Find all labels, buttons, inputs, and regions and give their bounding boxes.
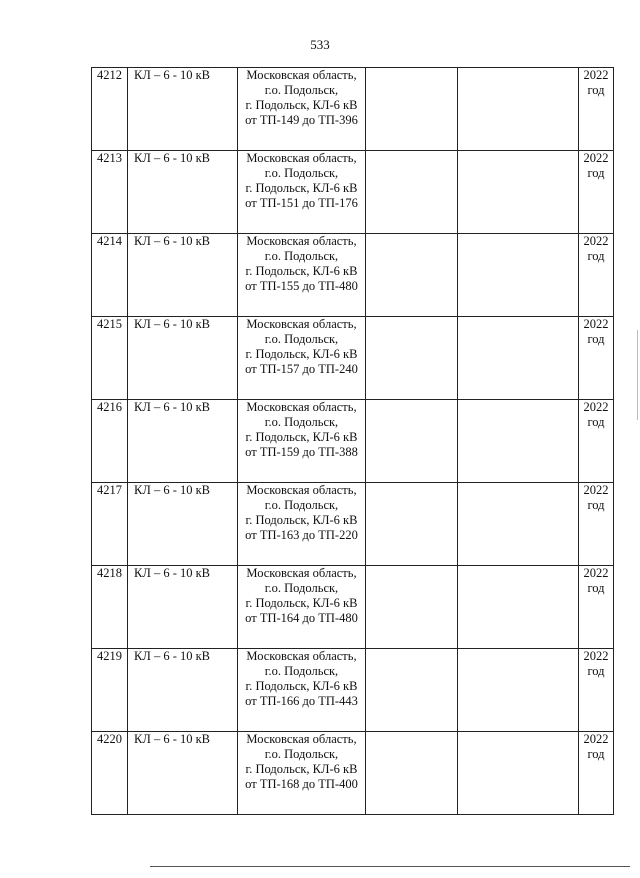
- address-cell: [238, 151, 366, 234]
- page-number: 533: [310, 37, 330, 52]
- empty-cell-5: [458, 234, 579, 317]
- empty-cell-5: [458, 400, 579, 483]
- address-line: Московская область,: [246, 732, 357, 746]
- row-number: 4215: [97, 317, 122, 331]
- empty-cell-4: [366, 234, 458, 317]
- table-row: [92, 400, 614, 483]
- line-type: КЛ – 6 - 10 кВ: [134, 400, 211, 414]
- year-unit: год: [587, 498, 605, 512]
- year-cell: [579, 151, 614, 234]
- year-unit: год: [587, 166, 605, 180]
- address-line: Московская область,: [246, 566, 357, 580]
- empty-cell-5: [458, 566, 579, 649]
- year-value: 2022: [583, 234, 609, 248]
- row-number-cell: [92, 400, 128, 483]
- registry-table: [91, 67, 614, 815]
- address-line: от ТП-168 до ТП-400: [245, 777, 358, 791]
- line-type: КЛ – 6 - 10 кВ: [134, 566, 211, 580]
- address-line: г.о. Подольск,: [264, 83, 339, 97]
- row-number-cell: [92, 566, 128, 649]
- row-number-cell: [92, 649, 128, 732]
- year-unit: год: [587, 332, 605, 346]
- year-unit: год: [587, 581, 605, 595]
- empty-cell-4: [366, 483, 458, 566]
- address-line: от ТП-164 до ТП-480: [245, 611, 358, 625]
- table-body: [92, 68, 614, 815]
- empty-cell-4: [366, 400, 458, 483]
- row-number-cell: [92, 234, 128, 317]
- address-line: Московская область,: [246, 234, 357, 248]
- empty-cell-5: [458, 649, 579, 732]
- empty-cell-4: [366, 317, 458, 400]
- page-edge-shadow: [637, 330, 638, 420]
- empty-cell-4: [366, 151, 458, 234]
- address-line: г. Подольск, КЛ-6 кВ: [245, 264, 358, 278]
- year-value: 2022: [583, 566, 609, 580]
- address-line: от ТП-166 до ТП-443: [245, 694, 358, 708]
- address-line: г. Подольск, КЛ-6 кВ: [245, 181, 358, 195]
- year-value: 2022: [583, 400, 609, 414]
- line-type-cell: [128, 151, 238, 234]
- row-number: 4219: [97, 649, 122, 663]
- address-line: от ТП-159 до ТП-388: [245, 445, 358, 459]
- address-cell: [238, 234, 366, 317]
- address-line: Московская область,: [246, 649, 357, 663]
- line-type-cell: [128, 566, 238, 649]
- address-line: от ТП-163 до ТП-220: [245, 528, 358, 542]
- address-cell: [238, 566, 366, 649]
- empty-cell-5: [458, 68, 579, 151]
- address-cell: [238, 317, 366, 400]
- year-value: 2022: [583, 649, 609, 663]
- address-line: Московская область,: [246, 483, 357, 497]
- year-cell: [579, 68, 614, 151]
- address-line: г.о. Подольск,: [264, 498, 339, 512]
- row-number-cell: [92, 317, 128, 400]
- address-cell: [238, 732, 366, 815]
- address-line: от ТП-151 до ТП-176: [245, 196, 358, 210]
- line-type: КЛ – 6 - 10 кВ: [134, 732, 211, 746]
- line-type-cell: [128, 400, 238, 483]
- empty-cell-4: [366, 649, 458, 732]
- row-number-cell: [92, 732, 128, 815]
- row-number: 4216: [97, 400, 122, 414]
- row-number: 4220: [97, 732, 122, 746]
- address-line: Московская область,: [246, 68, 357, 82]
- line-type-cell: [128, 649, 238, 732]
- empty-cell-5: [458, 317, 579, 400]
- table-row: [92, 234, 614, 317]
- row-number: 4212: [97, 68, 122, 82]
- table-row: [92, 483, 614, 566]
- year-unit: год: [587, 415, 605, 429]
- year-cell: [579, 649, 614, 732]
- address-line: г. Подольск, КЛ-6 кВ: [245, 98, 358, 112]
- year-cell: [579, 400, 614, 483]
- line-type-cell: [128, 317, 238, 400]
- line-type: КЛ – 6 - 10 кВ: [134, 483, 211, 497]
- address-line: от ТП-149 до ТП-396: [245, 113, 358, 127]
- address-line: Московская область,: [246, 400, 357, 414]
- address-line: г.о. Подольск,: [264, 415, 339, 429]
- address-line: г. Подольск, КЛ-6 кВ: [245, 596, 358, 610]
- line-type: КЛ – 6 - 10 кВ: [134, 317, 211, 331]
- address-cell: [238, 68, 366, 151]
- row-number-cell: [92, 68, 128, 151]
- table-row: [92, 151, 614, 234]
- address-line: г.о. Подольск,: [264, 747, 339, 761]
- empty-cell-4: [366, 566, 458, 649]
- row-number: 4214: [97, 234, 122, 248]
- year-unit: год: [587, 664, 605, 678]
- bottom-rule: [150, 866, 630, 867]
- address-line: г. Подольск, КЛ-6 кВ: [245, 430, 358, 444]
- year-value: 2022: [583, 317, 609, 331]
- row-number-cell: [92, 483, 128, 566]
- line-type-cell: [128, 68, 238, 151]
- address-line: от ТП-157 до ТП-240: [245, 362, 358, 376]
- address-line: г.о. Подольск,: [264, 332, 339, 346]
- year-cell: [579, 732, 614, 815]
- address-line: г. Подольск, КЛ-6 кВ: [245, 513, 358, 527]
- line-type: КЛ – 6 - 10 кВ: [134, 68, 211, 82]
- row-number: 4213: [97, 151, 122, 165]
- table-row: [92, 68, 614, 151]
- address-line: г. Подольск, КЛ-6 кВ: [245, 347, 358, 361]
- row-number: 4217: [97, 483, 122, 497]
- year-value: 2022: [583, 732, 609, 746]
- address-line: г.о. Подольск,: [264, 664, 339, 678]
- year-cell: [579, 483, 614, 566]
- year-value: 2022: [583, 151, 609, 165]
- year-unit: год: [587, 83, 605, 97]
- address-line: г. Подольск, КЛ-6 кВ: [245, 762, 358, 776]
- empty-cell-5: [458, 483, 579, 566]
- empty-cell-4: [366, 732, 458, 815]
- year-value: 2022: [583, 68, 609, 82]
- line-type: КЛ – 6 - 10 кВ: [134, 649, 211, 663]
- address-line: Московская область,: [246, 151, 357, 165]
- table-row: [92, 566, 614, 649]
- line-type: КЛ – 6 - 10 кВ: [134, 151, 211, 165]
- line-type-cell: [128, 234, 238, 317]
- line-type: КЛ – 6 - 10 кВ: [134, 234, 211, 248]
- address-line: Московская область,: [246, 317, 357, 331]
- year-cell: [579, 566, 614, 649]
- empty-cell-5: [458, 151, 579, 234]
- row-number: 4218: [97, 566, 122, 580]
- address-cell: [238, 649, 366, 732]
- empty-cell-5: [458, 732, 579, 815]
- address-cell: [238, 483, 366, 566]
- row-number-cell: [92, 151, 128, 234]
- address-line: г.о. Подольск,: [264, 166, 339, 180]
- address-line: г.о. Подольск,: [264, 249, 339, 263]
- line-type-cell: [128, 732, 238, 815]
- year-cell: [579, 234, 614, 317]
- empty-cell-4: [366, 68, 458, 151]
- table-row: [92, 649, 614, 732]
- line-type-cell: [128, 483, 238, 566]
- year-value: 2022: [583, 483, 609, 497]
- address-line: г. Подольск, КЛ-6 кВ: [245, 679, 358, 693]
- year-cell: [579, 317, 614, 400]
- year-unit: год: [587, 747, 605, 761]
- table-row: [92, 317, 614, 400]
- address-cell: [238, 400, 366, 483]
- table-row: [92, 732, 614, 815]
- address-line: г.о. Подольск,: [264, 581, 339, 595]
- address-line: от ТП-155 до ТП-480: [245, 279, 358, 293]
- year-unit: год: [587, 249, 605, 263]
